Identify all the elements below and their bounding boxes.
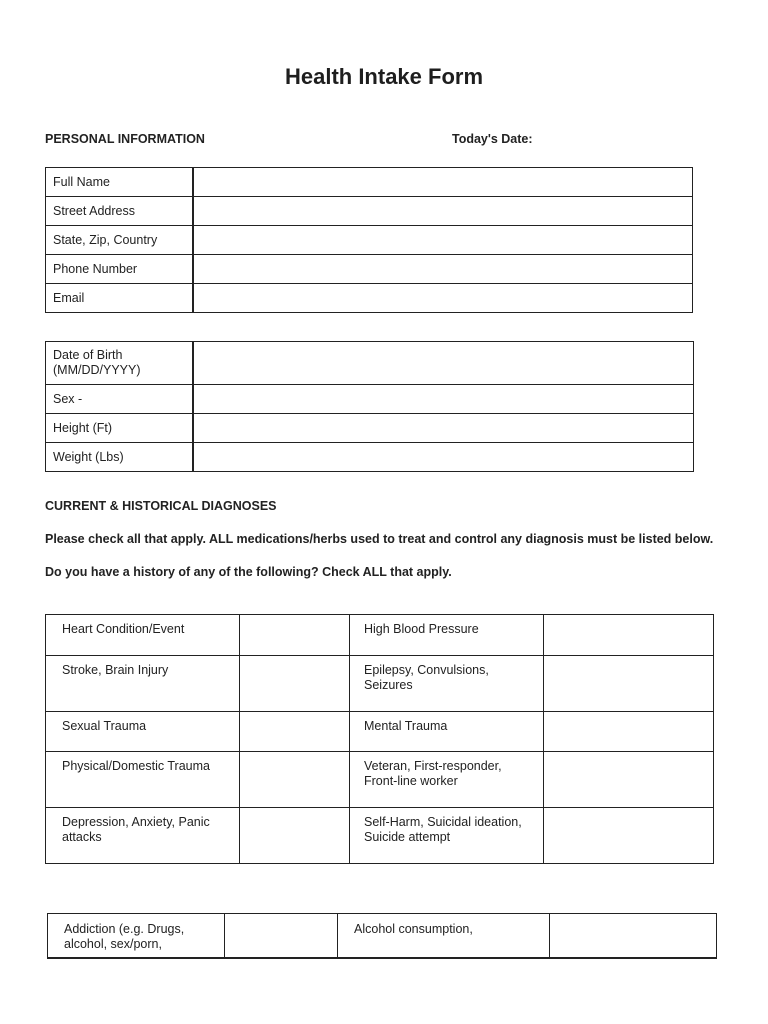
sexual-trauma-check-cell[interactable] <box>240 712 350 752</box>
sexual-trauma-label-line1: Sexual Trauma <box>62 719 147 733</box>
heart-condition-label <box>46 615 240 656</box>
table-row <box>48 914 717 958</box>
alcohol-consumption-label-line1: Alcohol consumption, <box>354 922 473 936</box>
alcohol-consumption-label <box>338 914 550 958</box>
mental-trauma-label-line1: Mental Trauma <box>364 719 448 733</box>
physical-domestic-trauma-check-cell[interactable] <box>240 752 350 808</box>
table-row <box>46 712 714 752</box>
table-row <box>46 443 694 472</box>
epilepsy-label <box>350 656 544 712</box>
veteran-first-responder-label-line2: Front-line worker <box>364 774 458 788</box>
table-row <box>46 168 693 197</box>
date-of-birth-label <box>46 342 193 385</box>
physical-domestic-trauma-label-line1: Physical/Domestic Trauma <box>62 759 210 773</box>
state-zip-country-field[interactable] <box>193 226 693 255</box>
contact-info-table <box>45 167 693 313</box>
diagnoses-heading: CURRENT & HISTORICAL DIAGNOSES <box>45 499 277 513</box>
street-address-label: Street Address <box>46 197 193 226</box>
addiction-label <box>48 914 225 958</box>
body-info-table <box>45 341 694 472</box>
todays-date-label: Today's Date: <box>452 132 533 146</box>
diagnoses-question: Do you have a history of any of the following? Check ALL that apply. <box>45 565 452 579</box>
email-field[interactable] <box>193 284 693 313</box>
heart-condition-label-line1: Heart Condition/Event <box>62 622 185 636</box>
table-row <box>46 808 714 864</box>
phone-number-field[interactable] <box>193 255 693 284</box>
table-row <box>46 255 693 284</box>
date-of-birth-label-line1: Date of Birth <box>53 348 123 362</box>
veteran-first-responder-label-line1: Veteran, First-responder, <box>364 759 502 773</box>
mental-trauma-label <box>350 712 544 752</box>
stroke-brain-injury-label <box>46 656 240 712</box>
table-row <box>46 284 693 313</box>
table-row <box>46 197 693 226</box>
sexual-trauma-label <box>46 712 240 752</box>
high-blood-pressure-label-line1: High Blood Pressure <box>364 622 479 636</box>
personal-info-heading: PERSONAL INFORMATION <box>45 132 205 146</box>
sex-label: Sex - <box>46 385 193 414</box>
mental-trauma-check-cell[interactable] <box>544 712 714 752</box>
date-of-birth-label-line2: (MM/DD/YYYY) <box>53 363 141 377</box>
phone-number-label: Phone Number <box>46 255 193 284</box>
self-harm-label <box>350 808 544 864</box>
epilepsy-check-cell[interactable] <box>544 656 714 712</box>
epilepsy-label-line1: Epilepsy, Convulsions, <box>364 663 489 677</box>
full-name-label: Full Name <box>46 168 193 197</box>
table-row <box>46 342 694 385</box>
diagnoses-checklist-table <box>45 614 714 864</box>
stroke-brain-injury-check-cell[interactable] <box>240 656 350 712</box>
stroke-brain-injury-label-line1: Stroke, Brain Injury <box>62 663 169 677</box>
email-label: Email <box>46 284 193 313</box>
date-of-birth-field[interactable] <box>193 342 694 385</box>
alcohol-consumption-check-cell[interactable] <box>550 914 717 958</box>
state-zip-country-label: State, Zip, Country <box>46 226 193 255</box>
depression-anxiety-label-line2: attacks <box>62 830 102 844</box>
height-label: Height (Ft) <box>46 414 193 443</box>
physical-domestic-trauma-label <box>46 752 240 808</box>
table-row <box>46 752 714 808</box>
sex-field[interactable] <box>193 385 694 414</box>
high-blood-pressure-check-cell[interactable] <box>544 615 714 656</box>
heart-condition-check-cell[interactable] <box>240 615 350 656</box>
self-harm-label-line1: Self-Harm, Suicidal ideation, <box>364 815 522 829</box>
high-blood-pressure-label <box>350 615 544 656</box>
substance-use-table <box>47 913 717 959</box>
full-name-field[interactable] <box>193 168 693 197</box>
table-row <box>46 226 693 255</box>
table-row <box>46 656 714 712</box>
depression-anxiety-label <box>46 808 240 864</box>
street-address-field[interactable] <box>193 197 693 226</box>
self-harm-label-line2: Suicide attempt <box>364 830 451 844</box>
form-title: Health Intake Form <box>284 64 484 89</box>
weight-field[interactable] <box>193 443 694 472</box>
table-row <box>46 414 694 443</box>
epilepsy-label-line2: Seizures <box>364 678 413 692</box>
self-harm-check-cell[interactable] <box>544 808 714 864</box>
depression-anxiety-label-line1: Depression, Anxiety, Panic <box>62 815 210 829</box>
diagnoses-instruction: Please check all that apply. ALL medications/herbs used to treat and control any diagnosis must be listed below. <box>45 532 714 546</box>
height-field[interactable] <box>193 414 694 443</box>
addiction-label-line2: alcohol, sex/porn, <box>64 937 162 951</box>
weight-label: Weight (Lbs) <box>46 443 193 472</box>
depression-anxiety-check-cell[interactable] <box>240 808 350 864</box>
veteran-first-responder-check-cell[interactable] <box>544 752 714 808</box>
table-row <box>46 615 714 656</box>
table-row <box>46 385 694 414</box>
addiction-check-cell[interactable] <box>225 914 338 958</box>
veteran-first-responder-label <box>350 752 544 808</box>
addiction-label-line1: Addiction (e.g. Drugs, <box>64 922 185 936</box>
